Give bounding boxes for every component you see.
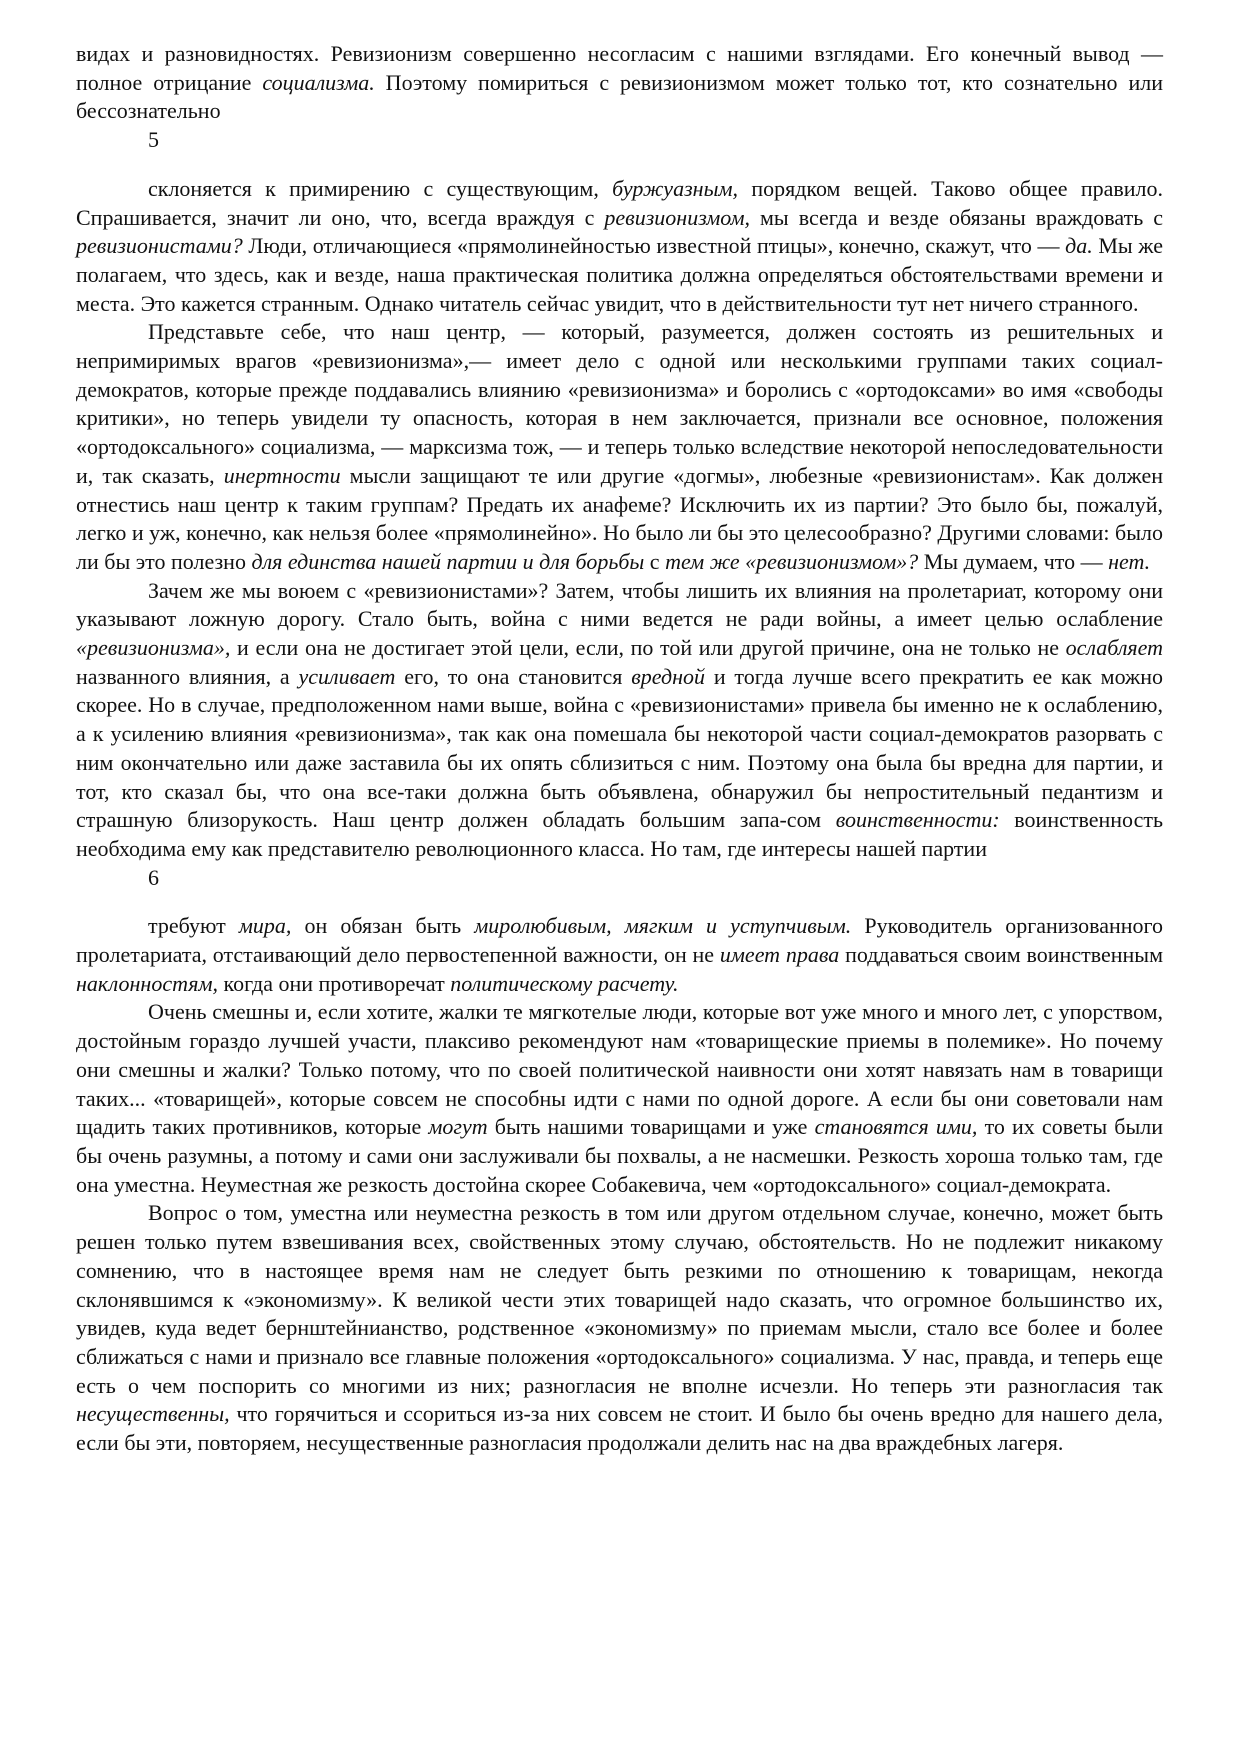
page-break-gap (76, 892, 1163, 912)
text-run: мы всегда и везде обязаны враждовать с (749, 204, 1163, 230)
text-run: Поэтому помириться с ревизионизмом может только тот, кто сознательно или бессознательно (76, 69, 1163, 124)
italic-text-run: миролюбивым, мягким и уступчивым. (474, 913, 852, 939)
text-run: Зачем же мы воюем с «ревизионистами»? Затем, чтобы лишить их влияния на пролетариат, которому они указывают ложную дорогу. Стало быть, война с ними ведется не ради войны, а имеет целью ослабление (76, 577, 1163, 632)
text-run: быть нашими товарищами и уже (487, 1114, 815, 1140)
italic-text-run: буржуазным, (612, 175, 739, 201)
text-run: мысли защищают те или другие «догмы», любезные «ревизионистам». Как должен отнестись наш центр к таким группам? Предать их анафеме? Исключить их из партии? Это было бы, пожалуй, легко и уж, конечно, как нельзя более «прямолинейно». Но было ли бы это целесообразно? Другими словами: было ли бы это полезно (76, 462, 1164, 574)
text-run: Очень смешны и, если хотите, жалки те мягкотелые люди, которые вот уже много и много лет, с упорством, достойным гораздо лучшей участи, плаксиво рекомендуют нам «товарищеские приемы в полемике». Но почему они смешны и жалки? Только потому, что по своей политической наивности они хотят навязать нам в товарищи таких... «товарищей», которые совсем не способны идти с нами по одной дороге. А если бы они советовали нам щадить таких противников, которые (76, 999, 1163, 1140)
body-paragraph (76, 577, 1163, 864)
page-number: 5 (148, 127, 159, 153)
italic-text-run: ослабляет (1065, 635, 1163, 661)
italic-text-run: ревизионистами? (76, 233, 243, 259)
text-run: названного влияния, а (76, 663, 299, 689)
text-run: и тогда лучше всего прекратить ее как можно скорее. Но в случае, предположенном нами выше, война с «ревизионистами» привела бы именно не к ослаблению, а к усилению влияния «ревизионизма», так как она помешала бы некоторой части социал-демократов разорвать с ним окончательно или даже заставила бы их опять сблизиться с ним. Поэтому она была бы вредна для партии, и тот, кто сказал бы, что она все-таки должна быть объявлена, обнаружил бы непростительный педантизм и страшную близорукость. Наш центр должен обладать большим запа-сом (76, 663, 1163, 833)
italic-text-run: мира, (238, 913, 292, 939)
text-run: когда они противоречат (218, 970, 451, 996)
text-run: Вопрос о том, уместна или неуместна резкость в том или другом отдельном случае, конечно, может быть решен только путем взвешивания всех, свойственных этому случаю, обстоятельств. Но не подлежит никакому сомнению, что в настоящее время нам не следует быть резкими по отношению к товарищам, некогда склонявшимся к «экономизму». К великой чести этих товарищей надо сказать, что огромное большинство их, увидев, куда ведет бернштейнианство, родственное «экономизму» по приемам мысли, стало все более и более сближаться с нами и признало все главные положения «ортодоксального» социализма. У нас, правда, и теперь еще есть о чем поспорить со многими из них; разногласия не вполне исчезли. Но теперь эти разногласия так (76, 1200, 1163, 1398)
italic-text-run: «ревизионизма», (76, 635, 231, 661)
document-page (76, 40, 1163, 1458)
italic-text-run: наклонностям, (76, 970, 219, 996)
text-run: то их советы были бы очень разумны, а потому и сами они заслуживали бы похвалы, а не насмешки. Резкость хороша только там, где она уместна. Неуместная же резкость достойна скорее Собакевича, чем «ортодоксального» социал-демократа. (76, 1114, 1163, 1197)
body-paragraph (76, 175, 1163, 319)
italic-text-run: тем же «ревизионизмом»? (665, 548, 919, 574)
text-run: требуют (148, 913, 239, 939)
body-paragraph (76, 40, 1163, 126)
italic-text-run: несущественны, (76, 1401, 230, 1427)
italic-text-run: нет. (1108, 548, 1151, 574)
body-paragraph (76, 998, 1163, 1199)
italic-text-run: политическому расчету. (450, 970, 679, 996)
text-run: Руководитель организованного пролетариата, отстаивающий дело первостепенной важности, он не (76, 913, 1163, 968)
italic-text-run: ревизионизмом, (604, 204, 750, 230)
text-run: видах и разновидностях. Ревизионизм совершенно несогласим с нашими взглядами. Его конечный вывод — полное отрицание (76, 41, 1163, 95)
page-break-gap (76, 155, 1163, 175)
body-paragraph (76, 912, 1163, 998)
page-number: 6 (148, 864, 159, 890)
italic-text-run: для единства нашей партии и для борьбы (251, 548, 645, 574)
italic-text-run: становятся ими, (814, 1114, 978, 1140)
text-run: что горячиться и ссориться из-за них совсем не стоит. И было бы очень вредно для нашего дела, если бы эти, повторяем, несущественные разногласия продолжали делить нас на два враждебных лагеря. (76, 1401, 1163, 1456)
body-paragraph (76, 318, 1163, 576)
text-run: Люди, отличающиеся «прямолинейностью известной птицы», конечно, скажут, что — (242, 233, 1066, 259)
italic-text-run: вредной (631, 663, 706, 689)
text-run: порядком вещей. Таково общее правило. Спрашивается, значит ли оно, что, всегда враждуя с (76, 175, 1163, 230)
italic-text-run: воинственности: (835, 807, 1000, 833)
text-run: поддаваться своим воинственным (839, 942, 1163, 968)
italic-text-run: могут (428, 1114, 488, 1140)
text-run: он обязан быть (291, 913, 475, 939)
italic-text-run: усиливает (298, 663, 396, 689)
italic-text-run: имеет права (719, 942, 840, 968)
text-run: воинственность необходима ему как представителю революционного класса. Но там, где интересы нашей партии (76, 807, 1163, 861)
italic-text-run: да. (1065, 233, 1093, 259)
text-run: с (644, 548, 666, 574)
text-run: Мы же полагаем, что здесь, как и везде, наша практическая политика должна определяться обстоятельствами времени и места. Это кажется странным. Однако читатель сейчас увидит, что в действительности тут нет ничего странного. (76, 233, 1163, 316)
body-paragraph (76, 1199, 1163, 1457)
italic-text-run: инертности (223, 462, 341, 488)
text-run: склоняется к примирению с существующим, (148, 175, 613, 201)
text-run: Представьте себе, что наш центр, — который, разумеется, должен состоять из решительных и непримиримых врагов «ревизионизма»,— имеет дело с одной или несколькими группами таких социал-демократов, которые прежде поддавались влиянию «ревизионизма» и боролись с «ортодоксами» во имя «свободы критики», но теперь увидели ту опасность, которая в нем заключается, признали все основное, положения «ортодоксального» социализма, — марксизма тож, — и теперь только вследствие некоторой непоследовательности и, так сказать, (76, 319, 1163, 488)
text-run: его, то она становится (395, 663, 632, 689)
text-run: Мы думаем, что — (918, 548, 1109, 574)
italic-text-run: социализма. (262, 69, 375, 95)
text-run: и если она не достигает этой цели, если, по той или другой причине, она не только не (230, 635, 1066, 661)
